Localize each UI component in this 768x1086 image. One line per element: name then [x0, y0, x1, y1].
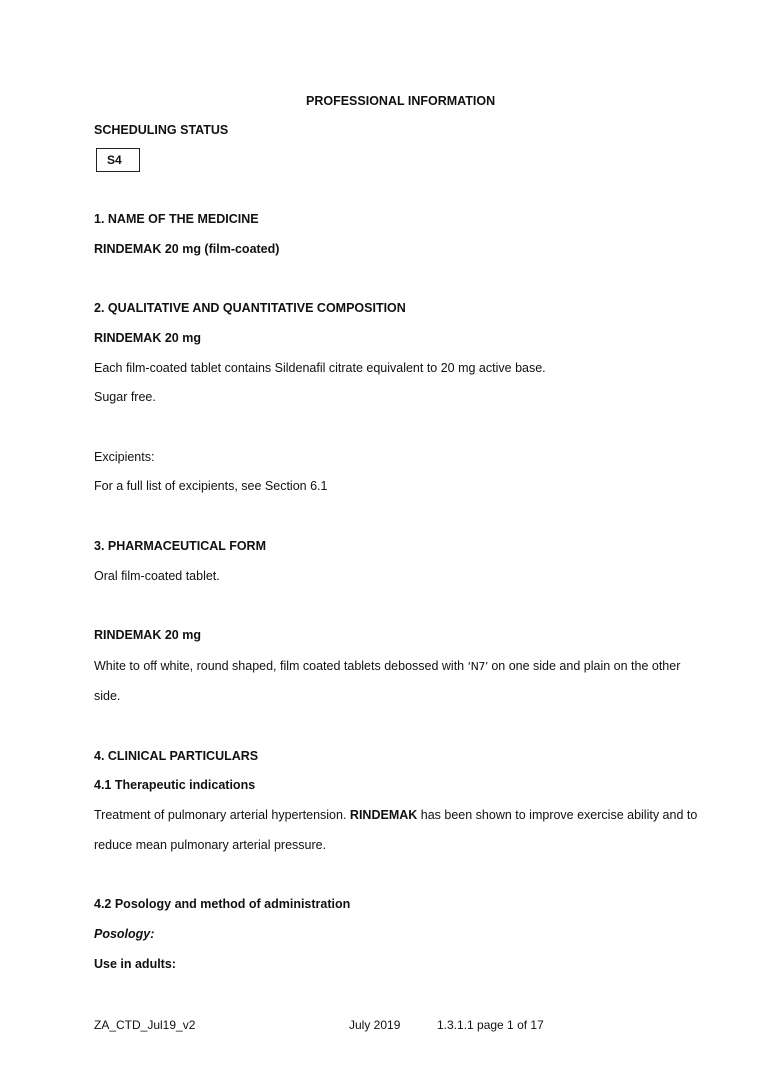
- subsection-4-1-heading: 4.1 Therapeutic indications: [94, 778, 256, 792]
- section1-heading: 1. NAME OF THE MEDICINE: [94, 212, 259, 226]
- subsection-4-2-heading: 4.2 Posology and method of administration: [94, 897, 351, 911]
- scheduling-status-heading: SCHEDULING STATUS: [94, 123, 229, 137]
- tablet-description-line1: [94, 659, 680, 673]
- form-text: Oral film-coated tablet.: [94, 569, 220, 583]
- section3-heading: 3. PHARMACEUTICAL FORM: [94, 539, 266, 553]
- indications-line2: reduce mean pulmonary arterial pressure.: [94, 838, 327, 852]
- excipients-text: For a full list of excipients, see Section 6.1: [94, 479, 328, 493]
- section1-product-name: RINDEMAK 20 mg (film-coated): [94, 242, 280, 256]
- indications-line1: [94, 808, 697, 822]
- section4-heading: 4. CLINICAL PARTICULARS: [94, 749, 259, 763]
- section2-product-name: RINDEMAK 20 mg: [94, 331, 201, 345]
- section2-heading: 2. QUALITATIVE AND QUANTITATIVE COMPOSITION: [94, 301, 406, 315]
- use-in-adults-label: Use in adults:: [94, 957, 176, 971]
- description-text-before: White to off white, round shaped, film coated tablets debossed with: [94, 659, 465, 673]
- footer-doc-id: ZA_CTD_Jul19_v2: [94, 1018, 196, 1032]
- deboss-mark: ‘N7’: [467, 660, 488, 673]
- scheduling-status-box: S4: [96, 148, 140, 172]
- indications-text-before: Treatment of pulmonary arterial hypertension.: [94, 808, 347, 822]
- description-text-after: on one side and plain on the other: [491, 659, 681, 673]
- excipients-label: Excipients:: [94, 450, 155, 464]
- footer-page-number: 1.3.1.1 page 1 of 17: [437, 1018, 544, 1032]
- indications-text-after: has been shown to improve exercise ability and to: [420, 808, 698, 822]
- page-title: PROFESSIONAL INFORMATION: [306, 94, 496, 108]
- composition-text: Each film-coated tablet contains Sildenafil citrate equivalent to 20 mg active base.: [94, 361, 546, 375]
- tablet-description-line2: side.: [94, 689, 121, 703]
- sugar-free-text: Sugar free.: [94, 390, 156, 404]
- section3-product-name: RINDEMAK 20 mg: [94, 628, 201, 642]
- footer-date: July 2019: [349, 1018, 401, 1032]
- posology-label: Posology:: [94, 927, 155, 941]
- indications-brand-name: RINDEMAK: [349, 808, 418, 822]
